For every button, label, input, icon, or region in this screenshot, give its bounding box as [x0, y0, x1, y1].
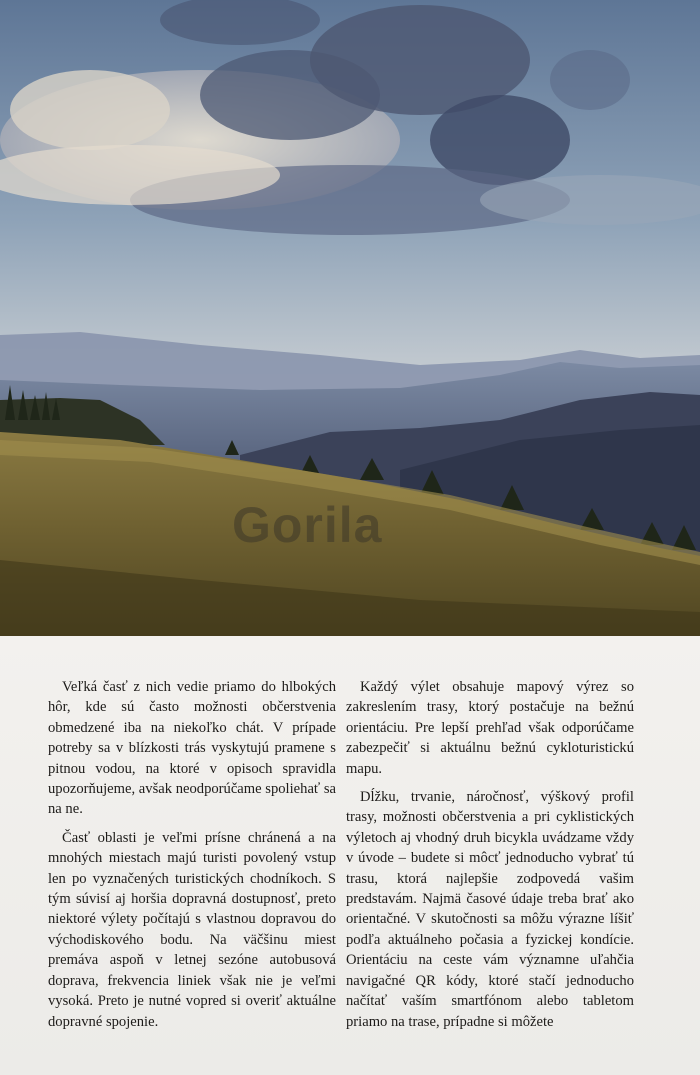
paragraph: Dĺžku, trvanie, náročnosť, výškový profil trasy, možnosti občerstvenia a pri cyklistických výletoch aj vhodný druh bicykla uvádzame vždy v úvode – budete si môcť jednoducho vybrať tú trasu, ktorá najlepšie zodpovedá vašim predstavám. Najmä časové údaje treba brať ako orientačné. V skutočnosti sa môžu výrazne líšiť podľa aktuálneho počasia a fyzickej kondície. Orientáciu na ceste vám významne uľahčia navigačné QR kódy, ktoré stačí jednoducho načítať vaším smartfónom alebo tabletom priamo na trase, prípadne si môžete	[346, 789, 634, 1030]
paragraph: Veľká časť z nich vedie priamo do hlbokých hôr, kde sú často možnosti občerstvenia obmedzené iba na niekoľko chát. V prípade potreby sa v blízkosti trás vyskytujú pramene s pitnou vodou, na ktoré v opisoch spravidla upozorňujeme, avšak neodporúčame spoliehať sa na ne.	[48, 679, 336, 818]
left-column	[48, 677, 336, 1040]
watermark: Gorila	[232, 497, 383, 553]
right-column	[346, 677, 634, 1040]
paragraph: Časť oblasti je veľmi prísne chránená a na mnohých miestach majú turisti povolený vstup len po vyznačených turistických chodníkoch. S tým súvisí aj horšia dopravná dostupnosť, preto niektoré výlety počítajú s vlastnou dopravou do východiskového bodu. Na väčšinu miest premáva aspoň v letnej sezóne autobusová doprava, frekvencia liniek však nie je veľmi vysoká. Preto je nutné vopred si overiť aktuálne dopravné spojenie.	[48, 829, 336, 1030]
paragraph: Každý výlet obsahuje mapový výrez so zakreslením trasy, ktorý postačuje na bežnú orientáciu. Pre lepší prehľad však odporúčame zabezpečiť si aktuálnu bežnú cykloturistickú mapu.	[346, 679, 634, 777]
